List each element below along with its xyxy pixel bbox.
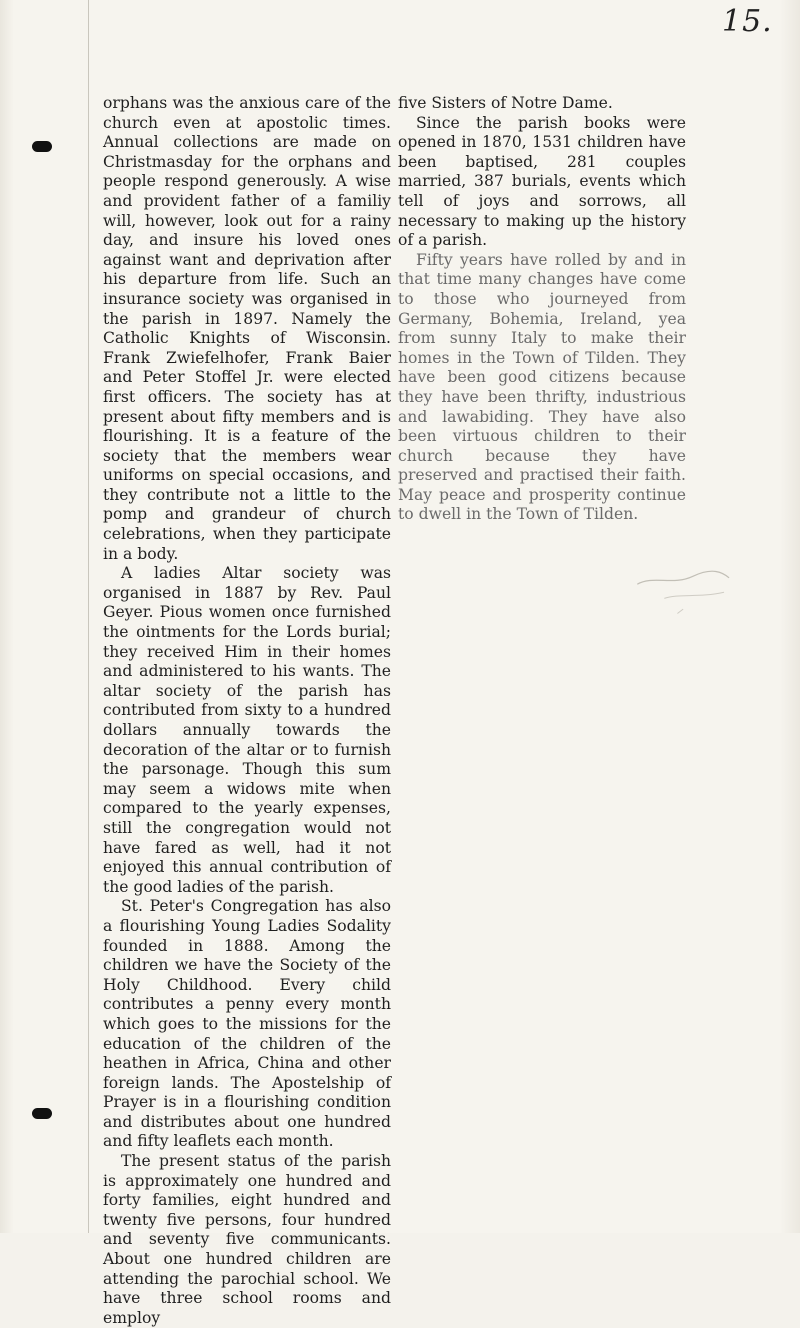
paragraph: orphans was the anxious care of the church even at apostolic times. Annual collections are made on Christmasday for the orphans and people respond generously. A wise and provident father of a familiy will, however, look out for a rainy day, and insure his loved ones against want and deprivation after his departure from life. Such an insurance society was organised in the parish in 1897. Namely the Catholic Knights of Wisconsin. Frank Zwiefelhofer, Frank Baier and Peter Stoffel Jr. were elected first officers. The society has at present about fifty members and is flourishing. It is a feature of the society that the members wear uniforms on special occasions, and they contribute not a little to the pomp and grandeur of church celebrations, when they participate in a body. — [103, 94, 391, 563]
paragraph: The present status of the parish is approximately one hundred and forty families, eight hundred and twenty five persons, four hundred and seventy five communicants. About one hundred children are attending the parochial school. We have three school rooms and employ — [103, 1152, 391, 1327]
page-number: 15. — [722, 4, 773, 39]
pencil-scribble-mark — [632, 560, 736, 627]
paragraph: Fifty years have rolled by and in that time many changes have come to those who journeyed from Germany, Bohemia, Ireland, yea from sunny Italy to make their homes in the Town of Tilden. They have been good citizens because they have been thrifty, industrious and lawabiding. They have also been virtuous children to their church because they have preserved and practised their faith. May peace and prosperity continue to dwell in the Town of Tilden. — [398, 250, 686, 524]
paragraph: St. Peter's Congregation has also a flourishing Young Ladies Sodality founded in 1888. Among the children we have the Society of the Holy Childhood. Every child contributes a penny every month which goes to the missions for the education of the children of the heathen in Africa, China and other foreign lands. The Apostelship of Prayer is in a flourishing condition and distributes about one hundred and fifty leaflets each month. — [103, 897, 391, 1151]
page-fold-line — [88, 0, 89, 1233]
left-column — [103, 94, 391, 1328]
paragraph: five Sisters of Notre Dame. — [398, 94, 613, 112]
right-column — [398, 94, 686, 525]
punch-hole-bottom — [32, 1108, 52, 1119]
paragraph: A ladies Altar society was organised in 1887 by Rev. Paul Geyer. Pious women once furnished the ointments for the Lords burial; they received Him in their homes and administered to his wants. The altar society of the parish has contributed from sixty to a hundred dollars annually towards the decoration of the altar or to furnish the parsonage. Though this sum may seem a widows mite when compared to the yearly expenses, still the congregation would not have fared as well, had it not enjoyed this annual contribution of the good ladies of the parish. — [103, 564, 391, 896]
paragraph: Since the parish books were opened in 1870, 1531 children have been baptised, 281 couples married, 387 burials, events which tell of joys and sorrows, all necessary to making up the history of a parish. — [398, 113, 686, 250]
punch-hole-top — [32, 141, 52, 152]
